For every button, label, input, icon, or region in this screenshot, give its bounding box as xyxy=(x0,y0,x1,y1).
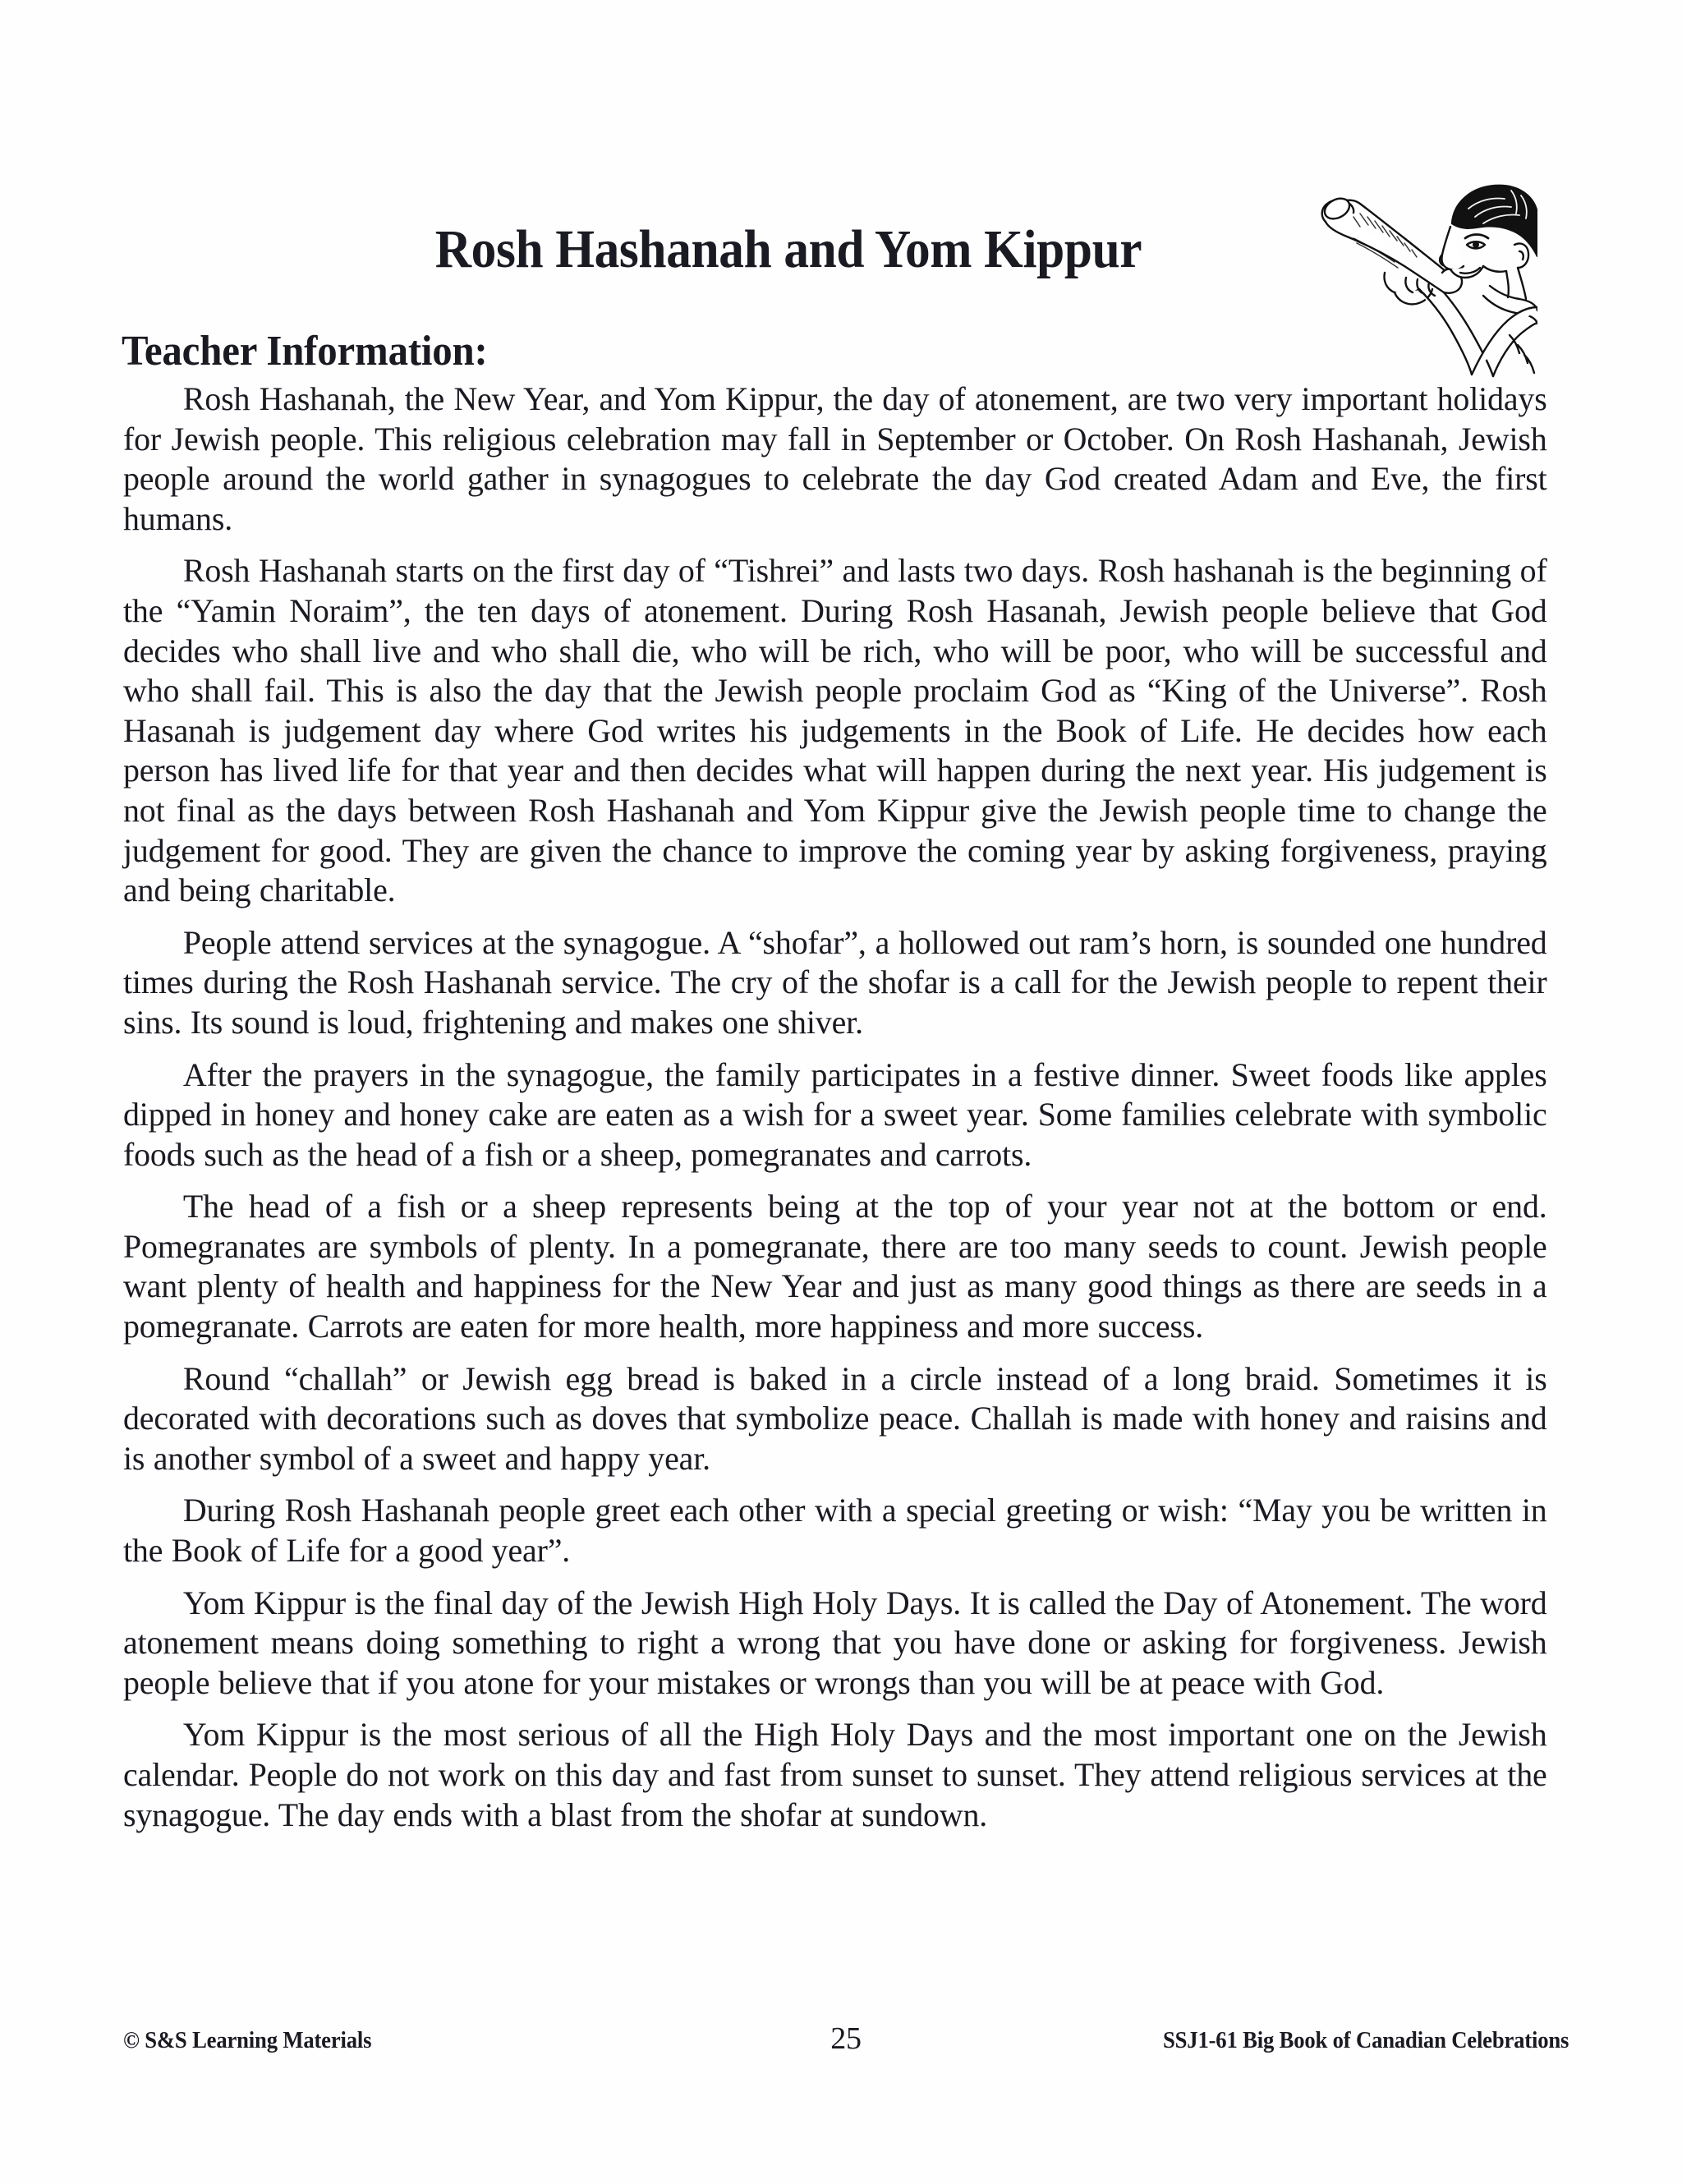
shofar-illustration xyxy=(1275,148,1537,386)
paragraph: Rosh Hashanah starts on the first day of “Tishrei” and lasts two days. Rosh hashanah is the beginning of the “Yamin Noraim”, the ten days of atonement. During Rosh Hasanah, Jewish people believe that God decides who shall live and who shall die, who will be rich, who will be poor, who will be successful and who shall fail. This is also the day that the Jewish people proclaim God as “King of the Universe”. Rosh Hasanah is judgement day where God writes his judgements in the Book of Life. He decides how each person has lived life for that year and then decides what will happen during the next year. His judgement is not final as the days between Rosh Hashanah and Yom Kippur give the Jewish people time to change the judgement for good. They are given the chance to improve the coming year by asking forgiveness, praying and being charitable. xyxy=(123,552,1547,909)
paragraph: The head of a fish or a sheep represents being at the top of your year not at the bottom or end. Pomegranates are symbols of plenty. In a pomegranate, there are too many seeds to count. Jewish people want plenty of health and happiness for the New Year and just as many good things as there are seeds in a pomegranate. Carrots are eaten for more health, more happiness and more success. xyxy=(123,1188,1547,1345)
paragraph: Yom Kippur is the most serious of all the High Holy Days and the most important one on the Jewish calendar. People do not work on this day and fast from sunset to sunset. They attend religious services at the synagogue. The day ends with a blast from the shofar at sundown. xyxy=(123,1716,1547,1833)
footer-page-number: 25 xyxy=(830,2021,862,2056)
footer-copyright: © S&S Learning Materials xyxy=(123,2027,372,2053)
footer-book-reference: SSJ1-61 Big Book of Canadian Celebrations xyxy=(1162,2027,1569,2053)
paragraph: Rosh Hashanah, the New Year, and Yom Kippur, the day of atonement, are two very important holidays for Jewish people. This religious celebration may fall in September or October. On Rosh Hashanah, Jewish people around the world gather in synagogues to celebrate the day God created Adam and Eve, the first humans. xyxy=(123,380,1547,537)
paragraph: During Rosh Hashanah people greet each other with a special greeting or wish: “May you be written in the Book of Life for a good year”. xyxy=(123,1492,1547,1570)
paragraph: After the prayers in the synagogue, the family participates in a festive dinner. Sweet foods like apples dipped in honey and honey cake are eaten as a wish for a sweet year. Some families celebrate with symbolic foods such as the head of a fish or a sheep, pomegranates and carrots. xyxy=(123,1055,1547,1173)
paragraph: Round “challah” or Jewish egg bread is baked in a circle instead of a long braid. Sometimes it is decorated with decorations such as doves that symbolize peace. Challah is made with honey and raisins and is another symbol of a sweet and happy year. xyxy=(123,1359,1547,1477)
page-title: Rosh Hashanah and Yom Kippur xyxy=(434,219,1142,280)
body-copy xyxy=(123,379,1569,1835)
paragraph: Yom Kippur is the final day of the Jewish High Holy Days. It is called the Day of Atonement. The word atonement means doing something to right a wrong that you have done or asking for forgiveness. Jewish people believe that if you atone for your mistakes or wrongs than you will be at peace with God. xyxy=(123,1584,1547,1701)
section-heading-teacher-information: Teacher Information: xyxy=(122,328,488,375)
paragraph: People attend services at the synagogue. A “shofar”, a hollowed out ram’s horn, is sounded one hundred times during the Rosh Hashanah service. The cry of the shofar is a call for the Jewish people to repent their sins. Its sound is loud, frightening and makes one shiver. xyxy=(123,923,1547,1041)
page-footer xyxy=(123,2021,1569,2065)
